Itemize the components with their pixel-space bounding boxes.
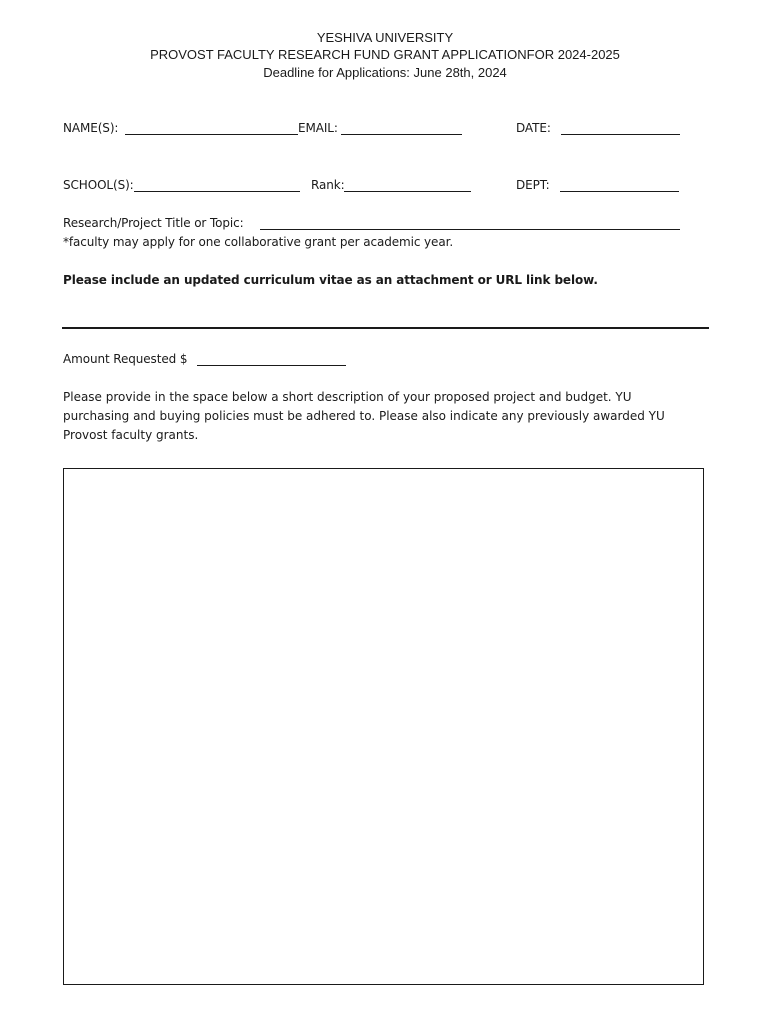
cv-url-line[interactable] xyxy=(62,327,709,329)
email-field[interactable] xyxy=(341,134,462,135)
dept-field[interactable] xyxy=(560,191,679,192)
amount-field[interactable] xyxy=(197,365,346,366)
date-label: DATE: xyxy=(516,121,551,135)
schools-field[interactable] xyxy=(134,191,300,192)
title-topic-label: Research/Project Title or Topic: xyxy=(63,216,244,230)
description-line-3: Provost faculty grants. xyxy=(63,428,199,442)
collab-note: *faculty may apply for one collaborative grant per academic year. xyxy=(63,235,454,249)
cv-note: Please include an updated curriculum vitae as an attachment or URL link below. xyxy=(63,273,598,287)
rank-field[interactable] xyxy=(344,191,471,192)
title-topic-field[interactable] xyxy=(260,229,680,230)
header-university: YESHIVA UNIVERSITY xyxy=(316,30,454,45)
dept-label: DEPT: xyxy=(516,178,550,192)
names-label: NAME(S): xyxy=(63,121,119,135)
schools-label: SCHOOL(S): xyxy=(63,178,134,192)
description-line-2: purchasing and buying policies must be adhered to. Please also indicate any previously awarded YU xyxy=(63,409,665,423)
rank-label: Rank: xyxy=(311,178,345,192)
amount-label: Amount Requested $ xyxy=(63,352,188,366)
description-instructions xyxy=(63,388,703,445)
description-textbox[interactable] xyxy=(63,468,704,985)
header-deadline: Deadline for Applications: June 28th, 2024 xyxy=(263,65,507,80)
names-field[interactable] xyxy=(125,134,298,135)
email-label: EMAIL: xyxy=(298,121,338,135)
header-form-title: PROVOST FACULTY RESEARCH FUND GRANT APPLICATIONFOR 2024-2025 xyxy=(150,47,620,62)
description-line-1: Please provide in the space below a short description of your proposed project and budget. YU xyxy=(63,390,632,404)
date-field[interactable] xyxy=(561,134,680,135)
